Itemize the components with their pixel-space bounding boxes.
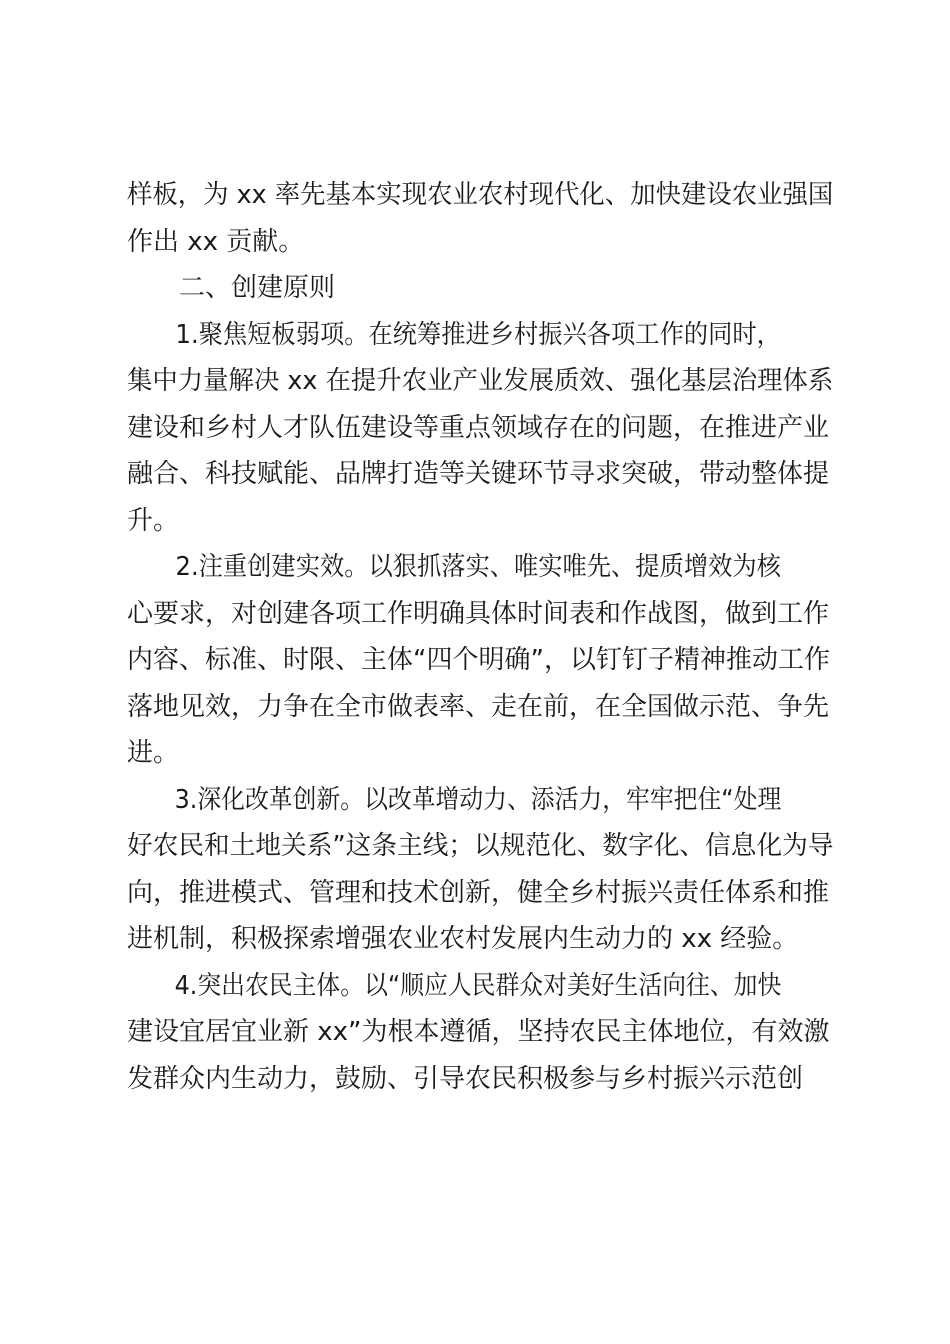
text-line: 样板，为 xx 率先基本实现农业农村现代化、加快建设农业强国 bbox=[127, 180, 834, 210]
text-line: 2.注重创建实效。以狠抓落实、唯实唯先、提质增效为核 bbox=[175, 552, 781, 582]
text-line: 作出 xx 贡献。 bbox=[127, 226, 305, 257]
text-line: 好农民和土地关系”这条主线；以规范化、数字化、信息化为导 bbox=[127, 831, 834, 861]
text-line: 1.聚焦短板弱项。在统筹推进乡村振兴各项工作的同时， bbox=[175, 319, 781, 350]
principle-2 bbox=[127, 544, 833, 777]
text-line: 4.突出农民主体。以“顺应人民群众对美好生活向往、加快 bbox=[174, 970, 782, 1001]
principle-4 bbox=[127, 963, 833, 1103]
text-line: 建设宜居宜业新 xx”为根本遵循，坚持农民主体地位，有效激 bbox=[127, 1017, 830, 1047]
text-line: 落地见效，力争在全市做表率、走在前，在全国做示范、争先 bbox=[127, 691, 830, 722]
text-line: 进。 bbox=[127, 738, 180, 768]
text-line: 心要求，对创建各项工作明确具体时间表和作战图，做到工作 bbox=[127, 598, 830, 629]
text-line: 3.深化改革创新。以改革增动力、添活力，牢牢把住“处理 bbox=[174, 784, 782, 815]
text-line: 进机制，积极探索增强农业农村发展内生动力的 xx 经验。 bbox=[127, 924, 799, 954]
document-body bbox=[127, 172, 833, 1102]
text-line: 向，推进模式、管理和技术创新，健全乡村振兴责任体系和推 bbox=[127, 877, 830, 908]
paragraph-1 bbox=[127, 172, 833, 265]
heading-text: 二、创建原则 bbox=[179, 273, 336, 303]
principle-1 bbox=[127, 312, 833, 545]
text-line: 融合、科技赋能、品牌打造等关键环节寻求突破，带动整体提 bbox=[127, 459, 830, 489]
text-line: 集中力量解决 xx 在提升农业产业发展质效、强化基层治理体系 bbox=[127, 366, 834, 396]
text-line: 发群众内生动力，鼓励、引导农民积极参与乡村振兴示范创 bbox=[127, 1063, 804, 1094]
text-line: 内容、标准、时限、主体“四个明确”，以钉钉子精神推动工作 bbox=[127, 645, 830, 675]
principle-3 bbox=[127, 777, 833, 963]
text-line: 建设和乡村人才队伍建设等重点领域存在的问题，在推进产业 bbox=[127, 412, 830, 443]
section-heading bbox=[127, 265, 833, 312]
text-line: 升。 bbox=[127, 505, 180, 536]
